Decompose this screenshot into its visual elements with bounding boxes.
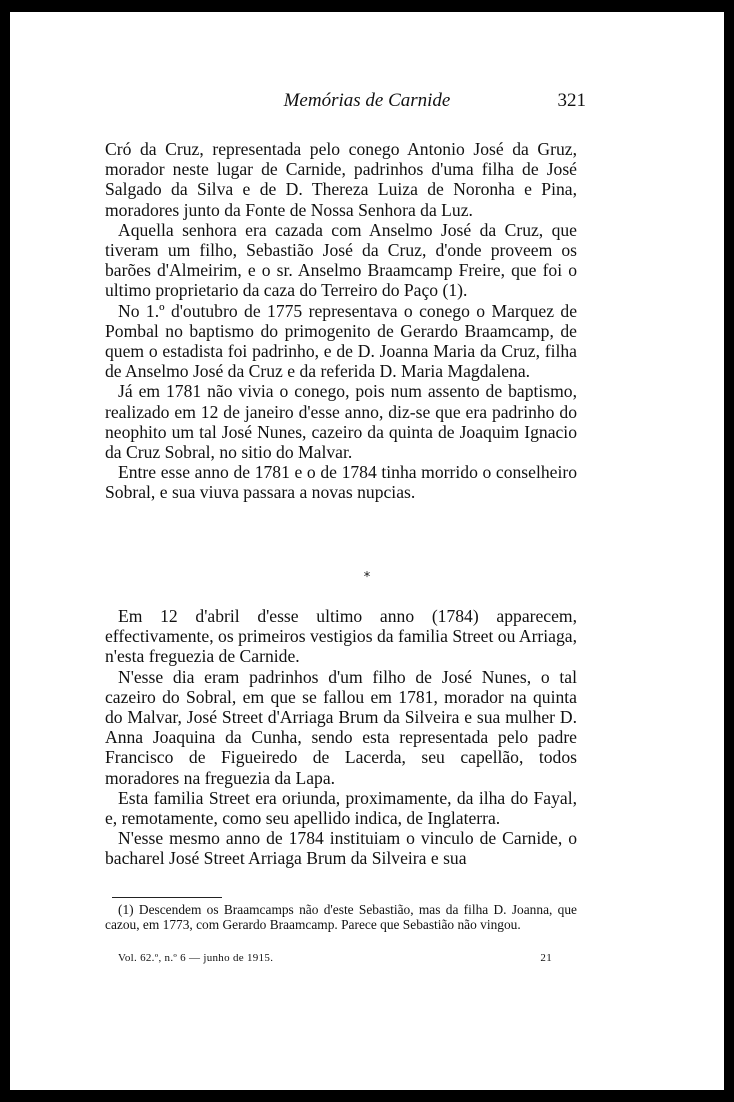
paragraph: N'esse mesmo anno de 1784 instituiam o vinculo de Carnide, o bacharel José Street Arriaga Brum da Silveira e sua: [105, 828, 577, 869]
paragraph: N'esse dia eram padrinhos d'um filho de José Nunes, o tal cazeiro do Sobral, em que se fallou em 1781, morador na quinta do Malvar, José Street d'Arriaga Brum da Silveira e sua mulher D. Anna Joaquina da Cunha, sendo esta representada pelo padre Francisco de Figueiredo de Lacerda, seu capellão, todos moradores na freguezia da Lapa.: [105, 666, 577, 788]
volume-info: Vol. 62.º, n.º 6 — junho de 1915.: [118, 952, 274, 964]
section-separator: *: [363, 570, 371, 585]
main-text-section-1: [105, 139, 577, 503]
paragraph: Aquella senhora era cazada com Anselmo José da Cruz, que tiveram um filho, Sebastião José da Cruz, d'onde proveem os barões d'Almeirim, e o sr. Anselmo Braamcamp Freire, que foi o ultimo proprietario da caza do Terreiro do Paço (1).: [105, 219, 577, 301]
page-number: 321: [557, 90, 586, 111]
page-header: [10, 90, 724, 116]
footnote-text: (1) Descendem os Braamcamps não d'este Sebastião, mas da filha D. Joanna, que cazou, em 1773, com Gerardo Braamcamp. Parece que Sebastião não vingou.: [105, 902, 577, 932]
footnote: [105, 902, 577, 932]
paragraph: Em 12 d'abril d'esse ultimo anno (1784) apparecem, effectivamente, os primeiros vestigios da familia Street ou Arriaga, n'esta freguezia de Carnide.: [105, 606, 577, 667]
paragraph: Cró da Cruz, representada pelo conego Antonio José da Gruz, morador neste lugar de Carnide, padrinhos d'uma filha de José Salgado da Silva e de D. Thereza Luiza de Noronha e Pina, moradores junto da Fonte de Nossa Senhora da Luz.: [105, 139, 577, 220]
paragraph: Já em 1781 não vivia o conego, pois num assento de baptismo, realizado em 12 de janeiro d'esse anno, diz-se que era padrinho do neophito um tal José Nunes, cazeiro da quinta de Joaquim Ignacio da Cruz Sobral, no sitio do Malvar.: [105, 381, 577, 463]
paragraph: Entre esse anno de 1781 e o de 1784 tinha morrido o conselheiro Sobral, e sua viuva passara a novas nupcias.: [105, 462, 577, 503]
footnote-divider: [112, 897, 222, 898]
paragraph: Esta familia Street era oriunda, proximamente, da ilha do Fayal, e, remotamente, como seu apellido indica, de Inglaterra.: [105, 787, 577, 829]
running-title: Memórias de Carnide: [283, 90, 451, 111]
sheet-number: 21: [540, 952, 552, 964]
paragraph: No 1.º d'outubro de 1775 representava o conego o Marquez de Pombal no baptismo do primogenito de Gerardo Braamcamp, de quem o estadista foi padrinho, e de D. Joanna Maria da Cruz, filha de Anselmo José da Cruz e da referida D. Maria Magdalena.: [105, 300, 577, 382]
main-text-section-2: [105, 606, 577, 869]
book-page: [10, 12, 724, 1090]
